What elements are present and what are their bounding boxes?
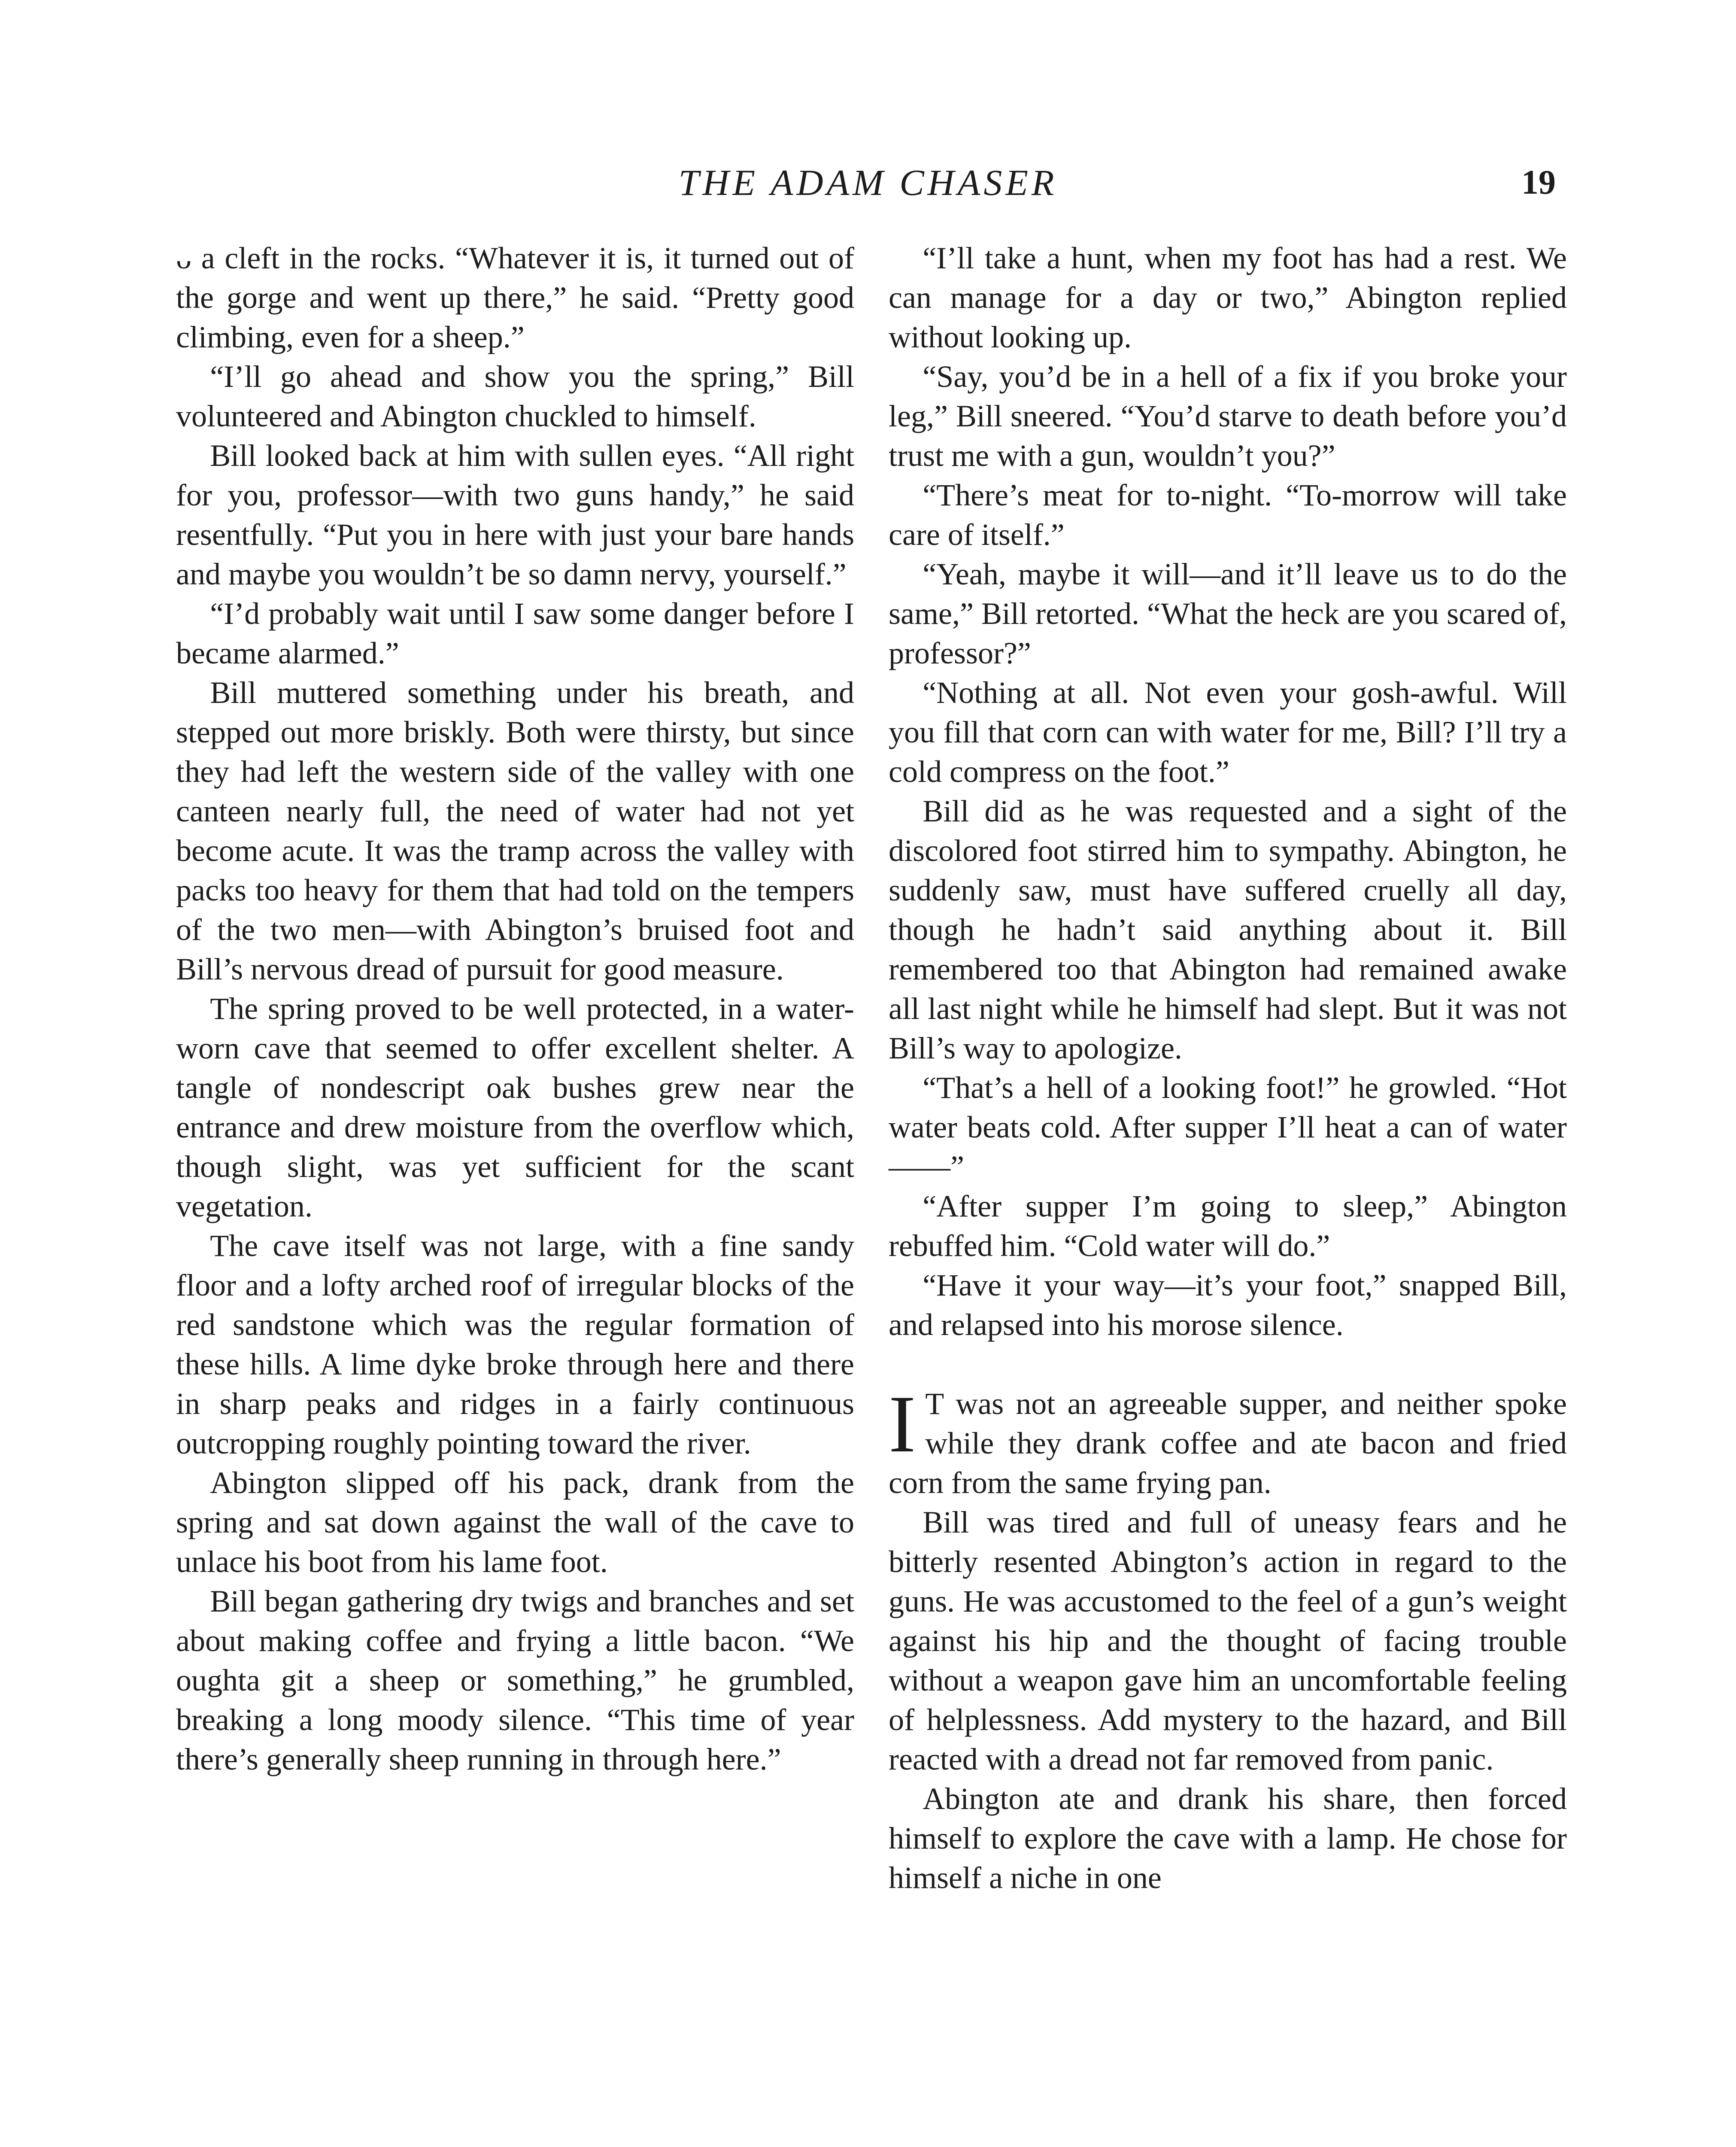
paragraph: “Have it your way—it’s your foot,” snapped Bill, and relapsed into his morose silence. [889,1268,1567,1342]
drop-cap: I [889,1379,916,1469]
paragraph: Bill began gathering dry twigs and branches and set about making coffee and frying a little bacon. “We oughta git a sheep or something,” he grumbled, breaking a long moody silence. “This time of year there’s generally sheep running in through here.” [176,1584,854,1776]
section-opening-paragraph [889,1379,1567,1502]
paragraph: Abington ate and drank his share, then forced himself to explore the cave with a lamp. He chose for himself a niche in one [889,1782,1567,1895]
paragraph: “There’s meat for to-night. “To-morrow will take care of itself.” [889,478,1567,552]
paragraph: Bill did as he was requested and a sight of the discolored foot stirred him to sympathy. Abington, he suddenly saw, must have suffered cruelly all day, though he hadn’t said anything about it. Bill remembered too that Abington had remained awake all last night while he himself had slept. But it was not Bill’s way to apologize. [889,794,1567,1065]
running-header [0,159,1736,206]
section-opening-text: T was not an agreeable supper, and neither spoke while they drank coffee and ate bacon and fried corn from the same frying pan. [889,1387,1567,1500]
paragraph: “I’ll take a hunt, when my foot has had a rest. We can manage for a day or two,” Abington replied without looking up. [889,241,1567,354]
paragraph: “Yeah, maybe it will—and it’ll leave us to do the same,” Bill retorted. “What the heck are you scared of, professor?” [889,557,1567,670]
left-column [176,238,854,1779]
paragraph: “Say, you’d be in a hell of a fix if you broke your leg,” Bill sneered. “You’d starve to death before you’d trust me with a gun, wouldn’t you?” [889,359,1567,473]
paragraph: “Nothing at all. Not even your gosh-awful. Will you fill that corn can with water for me, Bill? I’ll try a cold compress on the foot.” [889,675,1567,789]
paragraph: The cave itself was not large, with a fine sandy floor and a lofty arched roof of irregular blocks of the red sandstone which was the regular formation of these hills. A lime dyke broke through here and there in sharp peaks and ridges in a fairly continuous outcropping roughly pointing toward the river. [176,1229,854,1460]
paragraph: Bill was tired and full of uneasy fears and he bitterly resented Abington’s action in regard to the guns. He was accustomed to the feel of a gun’s weight against his hip and the thought of facing trouble without a weapon gave him an uncomfortable feeling of helplessness. Add mystery to the hazard, and Bill reacted with a dread not far removed from panic. [889,1505,1567,1776]
running-title: THE ADAM CHASER [678,162,1058,203]
paragraph: Bill muttered something under his breath, and stepped out more briskly. Both were thirsty, but since they had left the western side of the valley with one canteen nearly full, the need of water had not yet become acute. It was the tramp across the valley with packs too heavy for them that had told on the tempers of the two men—with Abington’s bruised foot and Bill’s nervous dread of pursuit for good measure. [176,675,854,986]
paragraph: “After supper I’m going to sleep,” Abington rebuffed him. “Cold water will do.” [889,1189,1567,1263]
paragraph: “That’s a hell of a looking foot!” he growled. “Hot water beats cold. After supper I’ll heat a can of water——” [889,1070,1567,1184]
paragraph: “I’ll go ahead and show you the spring,” Bill volunteered and Abington chuckled to himself. [176,359,854,433]
page-number: 19 [1521,164,1556,201]
section-break [889,1344,1567,1384]
paragraph: Abington slipped off his pack, drank from the spring and sat down against the wall of the cave to unlace his boot from his lame foot. [176,1466,854,1579]
paragraph: “I’d probably wait until I saw some danger before I became alarmed.” [176,596,854,670]
paragraph: Bill looked back at him with sullen eyes. “All right for you, professor—with two guns handy,” he said resentfully. “Put you in here with just your bare hands and maybe you wouldn’t be so damn nervy, yourself.” [176,438,854,591]
paragraph: The spring proved to be well protected, in a water-worn cave that seemed to offer excellent shelter. A tangle of nondescript oak bushes grew near the entrance and drew moisture from the overflow which, though slight, was yet sufficient for the scant vegetation. [176,991,854,1223]
right-column [889,238,1567,1898]
paragraph: ᴗ a cleft in the rocks. “Whatever it is, it turned out of the gorge and went up there,” he said. “Pretty good climbing, even for a sheep.” [176,241,854,354]
